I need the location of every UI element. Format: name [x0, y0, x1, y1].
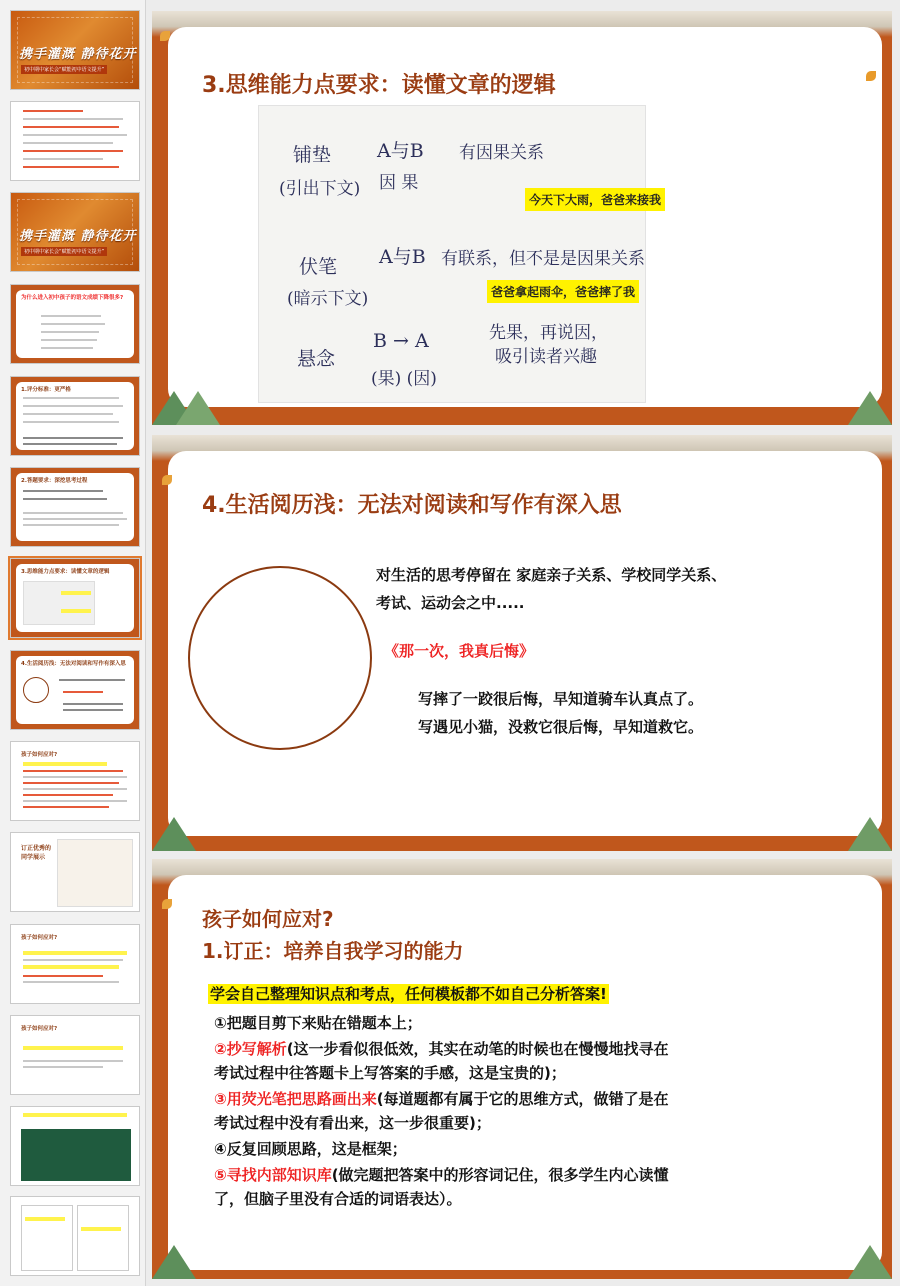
- thumb-circle: [23, 677, 49, 703]
- step-2-cont: 考试过程中往答题卡上写答案的手感，这是宝贵的)；: [214, 1064, 566, 1082]
- slide-thumbnail-9[interactable]: [10, 741, 140, 821]
- thumb-heading: 为什么进入初中孩子的语文成绩下降很多?: [21, 295, 124, 301]
- handwriting: B → A: [373, 330, 429, 352]
- handwriting: (暗示下文): [287, 289, 369, 309]
- handwriting: 铺垫: [293, 144, 332, 166]
- handwriting: A与B: [377, 140, 424, 162]
- handwriting: A与B: [379, 246, 426, 268]
- body-text: 对生活的思考停留在 家庭亲子关系、学校同学关系、: [376, 566, 727, 584]
- thumb-heading: 孩子如何应对?: [21, 752, 58, 758]
- slide-thumbnail-2[interactable]: [10, 101, 140, 181]
- thumb-subtitle: 初中期中家长会“赋能初中语文提升”: [21, 65, 107, 74]
- slide-correction-method: [152, 859, 892, 1279]
- slide-title: 4.生活阅历浅：无法对阅读和写作有深入思: [202, 493, 622, 518]
- thumb-heading: 订正优秀的同学展示: [21, 845, 52, 861]
- slide-reading-logic: [152, 11, 892, 425]
- slide-thumbnail-7[interactable]: [10, 558, 140, 638]
- slide-thumbnail-1[interactable]: [10, 10, 140, 90]
- step-5-text: (做完题把答案中的形容词记住，很多学生内心读懂: [331, 1166, 669, 1184]
- slide-thumbnail-8[interactable]: [10, 650, 140, 730]
- step-4: ④反复回顾思路，这是框架；: [214, 1140, 407, 1158]
- key-point: [208, 983, 609, 1004]
- thumb-text-line: [23, 150, 123, 152]
- step-3: [214, 1088, 669, 1109]
- example-highlight: 今天下大雨，爸爸来接我: [525, 188, 665, 211]
- thumb-heading: 孩子如何应对?: [21, 935, 58, 941]
- handwriting: 因 果: [379, 173, 419, 193]
- mountain-decoration: [848, 817, 892, 851]
- mountain-decoration: [176, 391, 220, 425]
- mountain-decoration: [152, 817, 196, 851]
- slide-thumbnail-10[interactable]: [10, 832, 140, 912]
- key-point-highlight: 学会自己整理知识点和考点，任何模板都不如自己分析答案!: [210, 985, 607, 1003]
- leaf-decoration: [162, 899, 172, 909]
- slide-life-experience: [152, 435, 892, 851]
- slide-thumbnail-panel: [0, 0, 146, 1286]
- step-5-cont: 了，但脑子里没有合适的词语表达）。: [214, 1190, 462, 1208]
- leaf-decoration: [866, 71, 876, 81]
- thumb-title: 携手灌溉 静待花开: [19, 229, 137, 244]
- example-title: 《那一次，我真后悔》: [384, 642, 535, 660]
- slide-thumbnail-13[interactable]: [10, 1106, 140, 1186]
- step-3-label: ③用荧光笔把思路画出来: [214, 1090, 377, 1108]
- body-text: 考试、运动会之中.....: [376, 594, 525, 612]
- thumb-text-line: [23, 126, 119, 128]
- slide-thumbnail-11[interactable]: [10, 924, 140, 1004]
- handwriting: 有联系，但不是是因果关系: [441, 249, 645, 269]
- step-3-text: (每道题都有属于它的思维方式，做错了是在: [376, 1090, 669, 1108]
- slide-thumbnail-5[interactable]: [10, 376, 140, 456]
- thumb-text-line: [23, 166, 119, 168]
- thumb-notes-image: [57, 839, 133, 907]
- body-text: 写摔了一跤很后悔，早知道骑车认真点了。: [418, 690, 704, 708]
- mountain-decoration: [848, 1245, 892, 1279]
- handwriting: 伏笔: [299, 256, 338, 278]
- thumb-text-line: [23, 134, 127, 136]
- whiteboard-photo: [258, 105, 662, 403]
- handwriting: 吸引读者兴趣: [495, 347, 597, 367]
- mountain-decoration: [848, 391, 892, 425]
- thumb-paper-image: [77, 1205, 129, 1271]
- leaf-decoration: [162, 475, 172, 485]
- step-5-label: ⑤寻找内部知识库: [214, 1166, 332, 1184]
- thumb-text-line: [23, 118, 123, 120]
- handwriting: 先果，再说因，: [489, 323, 608, 343]
- thumb-title: 携手灌溉 静待花开: [19, 47, 137, 62]
- example-highlight: 爸爸拿起雨伞，爸爸摔了我: [487, 280, 639, 303]
- thumb-text-line: [23, 142, 113, 144]
- slide-title: 孩子如何应对?: [202, 907, 334, 931]
- slide-subtitle: 1.订正：培养自我学习的能力: [202, 939, 464, 963]
- thumb-heading: 孩子如何应对?: [21, 1026, 58, 1032]
- handwriting: (引出下文): [279, 179, 361, 199]
- body-text: 写遇见小猫，没救它很后悔，早知道救它。: [418, 718, 704, 736]
- thumb-paper-image: [21, 1205, 73, 1271]
- thumb-board-image: [23, 581, 95, 625]
- step-3-cont: 考试过程中没有看出来，这一步很重要)；: [214, 1114, 491, 1132]
- step-1: ①把题目剪下来贴在错题本上；: [214, 1014, 422, 1032]
- thumb-heading: 3.思维能力点要求：读懂文章的逻辑: [21, 569, 110, 575]
- thumb-text-line: [23, 158, 103, 160]
- slide-title: 3.思维能力点要求：读懂文章的逻辑: [202, 73, 556, 98]
- handwriting: (果) (因): [371, 369, 437, 389]
- image-placeholder-circle: [188, 566, 372, 750]
- thumb-chalkboard-image: [21, 1129, 131, 1181]
- leaf-decoration: [160, 31, 170, 41]
- mountain-decoration: [152, 1245, 196, 1279]
- thumb-text-line: [23, 110, 83, 112]
- slide-thumbnail-6[interactable]: [10, 467, 140, 547]
- slide-thumbnail-14[interactable]: [10, 1196, 140, 1276]
- step-2-text: (这一步看似很低效，其实在动笔的时候也在慢慢地找寻在: [286, 1040, 669, 1058]
- thumb-heading: 1.评分标准：更严格: [21, 387, 71, 393]
- slide-thumbnail-4[interactable]: [10, 284, 140, 364]
- step-5: [214, 1164, 669, 1185]
- thumb-subtitle: 初中期中家长会“赋能初中语文提升”: [21, 247, 107, 256]
- slide-thumbnail-12[interactable]: [10, 1015, 140, 1095]
- handwriting: 有因果关系: [459, 143, 544, 163]
- handwriting: 悬念: [297, 348, 336, 370]
- slide-thumbnail-3[interactable]: [10, 192, 140, 272]
- thumb-heading: 4.生活阅历浅：无法对阅读和写作有深入思: [21, 661, 126, 667]
- step-2: [214, 1038, 669, 1059]
- step-2-label: ②抄写解析: [214, 1040, 287, 1058]
- thumb-heading: 2.答题要求：深挖思考过程: [21, 478, 88, 484]
